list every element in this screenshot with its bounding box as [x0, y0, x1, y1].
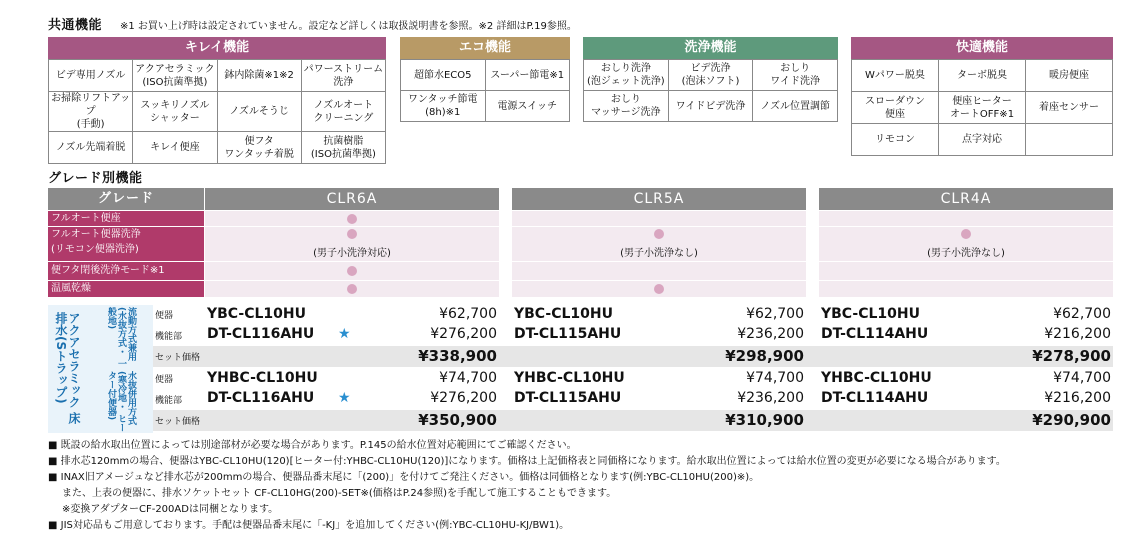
unit-price: ¥276,200 — [430, 390, 497, 406]
comfort-feature-cell — [1026, 124, 1113, 156]
feature-note: (男子小洗浄なし) — [620, 248, 698, 259]
footnote-6: ■ JIS対応品もご用意しております。手配は便器品番末尾に「-KJ」を追加してください(例:YBC-CL10HU-KJ/BW1)。 — [48, 520, 570, 531]
kirei-table — [48, 59, 386, 164]
comfort-feature-cell: 暖房便座 — [1026, 60, 1113, 92]
feature-note: (男子小洗浄対応) — [313, 248, 391, 259]
bowl-model: YHBC-CL10HU — [207, 370, 318, 386]
comfort-table — [851, 59, 1113, 156]
bowl-model: YBC-CL10HU — [514, 306, 613, 322]
feature-dot — [347, 284, 357, 294]
kirei-feature-cell: 鉢内除菌※1※2 — [217, 60, 301, 92]
set-price: ¥290,900 — [1032, 411, 1111, 429]
unit-model: DT-CL115AHU — [514, 326, 622, 342]
kirei-feature-cell: ノズルオート クリーニング — [301, 92, 385, 132]
bowl-model: YHBC-CL10HU — [514, 370, 625, 386]
set-price: ¥350,900 — [418, 411, 497, 429]
kirei-feature-cell: 便フタ ワンタッチ着脱 — [217, 132, 301, 164]
wash-feature-cell: ビデ洗浄 (泡沫ソフト) — [668, 60, 753, 91]
common-functions-note: ※1 お買い上げ時は設定されていません。設定など詳しくは取扱説明書を参照。※2 詳細はP.19参照。 — [120, 21, 577, 32]
footnote-3: ■ INAX旧アメージュなど排水芯が200mmの場合、便器品番末尾に「(200)」を付けてご発注ください。価格は同価格となります(例:YBC-CL10HU(200)※)。 — [48, 472, 760, 483]
row-label: 便器 — [155, 311, 174, 321]
eco-feature-cell: 超節水ECO5 — [401, 60, 486, 91]
feature-cell — [819, 281, 1113, 297]
common-functions-title: 共通機能 — [48, 18, 103, 33]
bowl-price: ¥74,700 — [439, 370, 497, 386]
feature-dot — [654, 284, 664, 294]
comfort-feature-cell: 便座ヒーター オートOFF※1 — [939, 92, 1026, 124]
comfort-feature-cell: 着座センサー — [1026, 92, 1113, 124]
wash-feature-cell: おしり マッサージ洗浄 — [584, 91, 669, 122]
feature-cell — [512, 211, 806, 226]
unit-price: ¥276,200 — [430, 326, 497, 342]
set-price: ¥310,900 — [725, 411, 804, 429]
row-label: セット価格 — [155, 417, 201, 427]
eco-feature-cell: 電源スイッチ — [485, 91, 570, 122]
unit-model: DT-CL116AHU — [207, 390, 315, 406]
kirei-feature-cell: 抗菌樹脂 (ISO抗菌準拠) — [301, 132, 385, 164]
row-label: 機能部 — [155, 396, 183, 406]
bowl-price: ¥62,700 — [439, 306, 497, 322]
star-icon: ★ — [338, 390, 351, 406]
kirei-feature-cell: ノズルそうじ — [217, 92, 301, 132]
feature-dot — [347, 266, 357, 276]
feature-label: フルオート便座 — [48, 211, 204, 226]
unit-price: ¥236,200 — [737, 390, 804, 406]
side-sub2-label: 水抜併用方式 (寒冷地・ ヒーター付便器) — [106, 371, 136, 433]
comfort-feature-cell: 点字対応 — [939, 124, 1026, 156]
kirei-feature-cell: ビデ専用ノズル — [49, 60, 133, 92]
side-sub1-label: 流動方式兼用 (水抜方式・ 一般地) — [106, 307, 136, 369]
eco-feature-cell: スーパー節電※1 — [485, 60, 570, 91]
bowl-price: ¥62,700 — [1053, 306, 1111, 322]
row-label: 機能部 — [155, 332, 183, 342]
footnote-2: ■ 排水芯120mmの場合、便器はYBC-CL10HU(120)[ヒーター付:YHBC-CL10HU(120)]になります。価格は上記価格表と同価格になります。給水取出位置によっては給水位置の変更が必要になる場合があります。 — [48, 456, 1006, 467]
unit-price: ¥236,200 — [737, 326, 804, 342]
total-row-bg — [153, 410, 1113, 431]
bowl-model: YHBC-CL10HU — [821, 370, 932, 386]
unit-price: ¥216,200 — [1044, 390, 1111, 406]
feature-label: フルオート便器洗浄 (リモコン便器洗浄) — [48, 227, 204, 261]
kirei-feature-cell: アクアセラミック (ISO抗菌準拠) — [133, 60, 217, 92]
feature-cell — [819, 262, 1113, 280]
comfort-feature-cell: リモコン — [852, 124, 939, 156]
kirei-feature-cell: お掃除リフトアップ (手動) — [49, 92, 133, 132]
feature-cell — [512, 262, 806, 280]
wash-feature-cell: おしり ワイド洗浄 — [753, 60, 838, 91]
feature-note: (男子小洗浄なし) — [927, 248, 1005, 259]
wash-table — [583, 59, 838, 122]
model-clr4a: CLR4A — [819, 188, 1113, 210]
kirei-feature-cell: キレイ便座 — [133, 132, 217, 164]
feature-dot — [654, 229, 664, 239]
bowl-price: ¥62,700 — [746, 306, 804, 322]
total-row-bg — [153, 346, 1113, 367]
set-price: ¥338,900 — [418, 347, 497, 365]
unit-model: DT-CL116AHU — [207, 326, 315, 342]
kirei-header: キレイ機能 — [48, 37, 386, 59]
model-clr6a: CLR6A — [205, 188, 499, 210]
unit-model: DT-CL115AHU — [514, 390, 622, 406]
wash-feature-cell: おしり洗浄 (泡ジェット洗浄) — [584, 60, 669, 91]
footnote-1: ■ 既設の給水取出位置によっては別途部材が必要な場合があります。P.145の給水位置対応範囲にてご確認ください。 — [48, 440, 577, 451]
feature-label: 温風乾燥 — [48, 281, 204, 297]
row-label: セット価格 — [155, 353, 201, 363]
comfort-feature-cell: スローダウン 便座 — [852, 92, 939, 124]
kirei-feature-cell: ノズル先端着脱 — [49, 132, 133, 164]
set-price: ¥278,900 — [1032, 347, 1111, 365]
eco-header: エコ機能 — [400, 37, 570, 59]
feature-dot — [347, 214, 357, 224]
model-clr5a: CLR5A — [512, 188, 806, 210]
feature-dot — [347, 229, 357, 239]
eco-table — [400, 59, 570, 122]
bowl-model: YBC-CL10HU — [821, 306, 920, 322]
feature-label: 便フタ閉後洗浄モード※1 — [48, 262, 204, 280]
bowl-price: ¥74,700 — [1053, 370, 1111, 386]
star-icon: ★ — [338, 326, 351, 342]
comfort-feature-cell: Wパワー脱臭 — [852, 60, 939, 92]
kirei-feature-cell: パワーストリーム 洗浄 — [301, 60, 385, 92]
unit-model: DT-CL114AHU — [821, 326, 929, 342]
kirei-feature-cell: スッキリノズル シャッター — [133, 92, 217, 132]
unit-price: ¥216,200 — [1044, 326, 1111, 342]
comfort-feature-cell: ターボ脱臭 — [939, 60, 1026, 92]
grade-header: グレード — [48, 188, 204, 210]
footnote-5: ※変換アダプターCF-200ADは同梱となります。 — [62, 504, 279, 515]
side-main-label: アクアセラミック 床排水(Sトラップ) — [54, 312, 81, 425]
wash-feature-cell: ノズル位置調節 — [753, 91, 838, 122]
wash-header: 洗浄機能 — [583, 37, 838, 59]
unit-model: DT-CL114AHU — [821, 390, 929, 406]
bowl-price: ¥74,700 — [746, 370, 804, 386]
footnote-4: また、上表の便器に、排水ソケットセット CF-CL10HG(200)-SET※(価格はP.24参照)を手配して施工することもできます。 — [62, 488, 617, 499]
eco-feature-cell: ワンタッチ節電 (8h)※1 — [401, 91, 486, 122]
wash-feature-cell: ワイドビデ洗浄 — [668, 91, 753, 122]
comfort-header: 快適機能 — [851, 37, 1113, 59]
grade-title: グレード別機能 — [48, 171, 143, 186]
bowl-model: YBC-CL10HU — [207, 306, 306, 322]
feature-cell — [819, 211, 1113, 226]
set-price: ¥298,900 — [725, 347, 804, 365]
feature-dot — [961, 229, 971, 239]
row-label: 便器 — [155, 375, 174, 385]
